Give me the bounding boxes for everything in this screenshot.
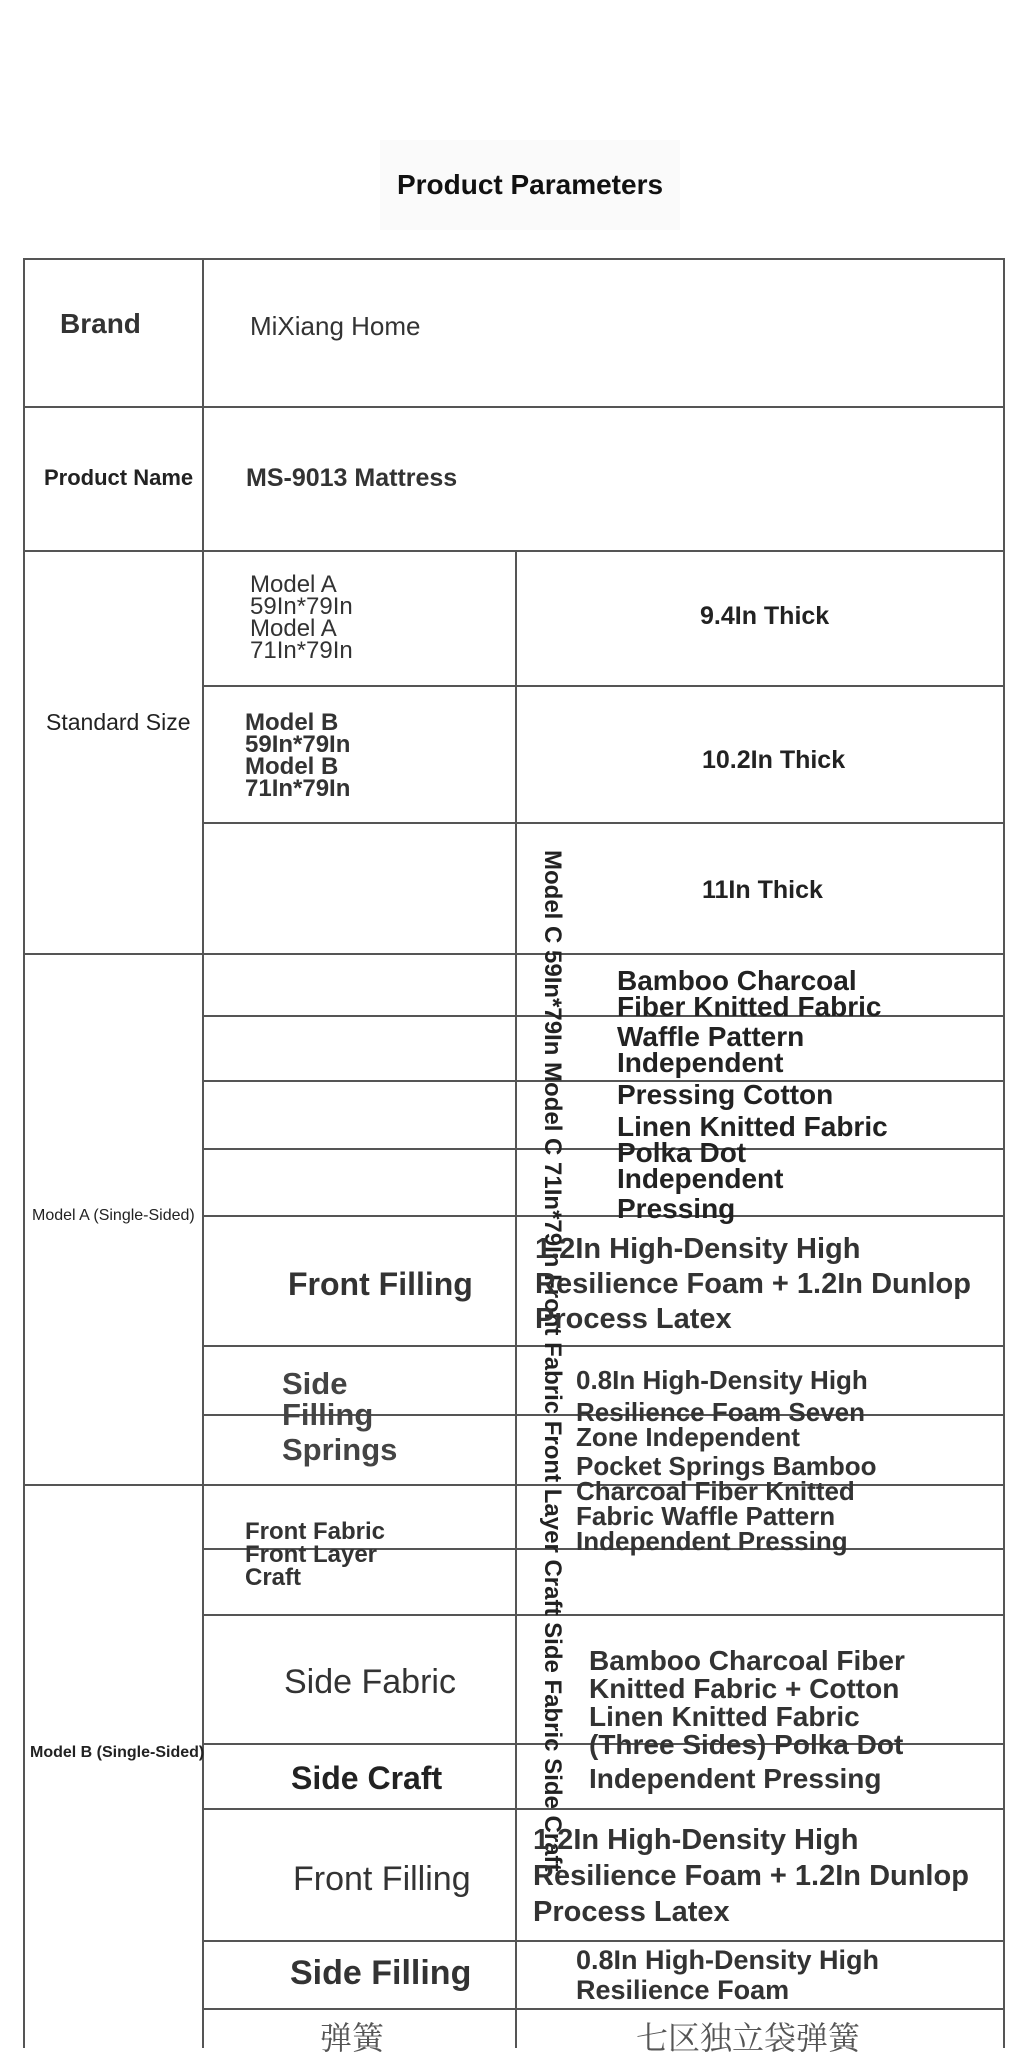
springs-label: 弹簧 [320, 2019, 385, 2057]
standard-size-label: Standard Size [46, 709, 191, 735]
brand-label: Brand [60, 308, 141, 339]
front-filling-label: Front Filling [288, 1266, 473, 1302]
value-line: Resilience Foam [576, 1975, 790, 2005]
value-line: 0.8In High-Density High [576, 1365, 868, 1395]
size-line: 71In*79In [250, 637, 353, 664]
value-line: 1.2In High-Density High [535, 1233, 861, 1265]
value-line: Fabric Waffle Pattern [576, 1501, 836, 1531]
model-b-thickness: 10.2In Thick [702, 746, 846, 774]
size-line: Model A [250, 615, 337, 642]
value-line: Resilience Foam Seven [576, 1397, 866, 1427]
model-b-sizes [245, 709, 351, 802]
label-line: Front Fabric [245, 1518, 386, 1545]
side-fabric-label: Side Fabric [284, 1663, 456, 1701]
model-c-thickness: 11In Thick [702, 876, 823, 904]
value-line: Independent Pressing [589, 1763, 882, 1794]
front-filling-value [535, 1232, 971, 1337]
label-line: Side [282, 1366, 348, 1401]
front-filling-b-value [533, 1822, 969, 1930]
size-line: 59In*79In [245, 731, 351, 758]
model-b-label: Model B (Single-Sided) [30, 1744, 205, 1761]
fabric-line: Bamboo Charcoal [617, 965, 857, 996]
size-line: 71In*79In [245, 775, 351, 802]
fabric-line: Linen Knitted Fabric [617, 1111, 888, 1142]
fabric-line: Fiber Knitted Fabric [617, 991, 882, 1022]
size-line: Model B [245, 753, 339, 780]
size-line: Model B [245, 709, 339, 736]
size-line: 59In*79In [250, 593, 353, 620]
value-line: Linen Knitted Fabric [589, 1701, 860, 1732]
fabric-line: Pressing [617, 1193, 736, 1224]
side-filling-value [576, 1365, 877, 1556]
label-line: Springs [282, 1432, 398, 1467]
model-a-fabric-text [617, 965, 888, 1224]
page-title: Product Parameters [380, 140, 680, 230]
side-filling-b-value [576, 1945, 879, 2005]
value-line: Resilience Foam + 1.2In Dunlop [535, 1268, 971, 1300]
value-line: Independent Pressing [576, 1526, 848, 1556]
product-name-value: MS-9013 Mattress [246, 464, 458, 492]
side-craft-label: Side Craft [291, 1760, 443, 1796]
size-line: Model A [250, 571, 337, 598]
label-line: Front Layer [245, 1541, 378, 1568]
fabric-line: Independent [617, 1047, 784, 1078]
side-filling-b-label: Side Filling [290, 1954, 472, 1992]
brand-value: MiXiang Home [250, 311, 421, 341]
value-line: Process Latex [535, 1303, 732, 1335]
value-line: Resilience Foam + 1.2In Dunlop [533, 1860, 969, 1892]
value-line: Knitted Fabric + Cotton [589, 1673, 900, 1704]
front-fabric-craft-label [245, 1520, 385, 1589]
fabric-line: Pressing Cotton [617, 1079, 834, 1110]
springs-value: 七区独立袋弹簧 [636, 2019, 861, 2057]
front-filling-b-label: Front Filling [293, 1860, 471, 1898]
fabric-line: Independent [617, 1163, 784, 1194]
value-line: (Three Sides) Polka Dot [589, 1729, 904, 1760]
model-a-label: Model A (Single-Sided) [32, 1207, 195, 1224]
value-line: Bamboo Charcoal Fiber [589, 1645, 905, 1676]
label-line: Filling [282, 1397, 374, 1432]
model-a-thickness: 9.4In Thick [700, 602, 830, 630]
value-line: Pocket Springs Bamboo [576, 1451, 877, 1481]
value-line: Process Latex [533, 1896, 730, 1928]
vertical-overlay-text: Model C 59In*79In Model C 71In*79In Front Fabric Front Layer Craft Side Fabric Side Craft [539, 850, 566, 1872]
value-line: Charcoal Fiber Knitted [576, 1476, 855, 1506]
side-filling-springs-label [282, 1368, 397, 1465]
model-a-sizes [250, 571, 353, 664]
fabric-line: Polka Dot [617, 1137, 747, 1168]
value-line: 1.2In High-Density High [533, 1824, 859, 1856]
label-line: Craft [245, 1564, 302, 1591]
value-line: Zone Independent [576, 1422, 800, 1452]
product-name-label: Product Name [44, 465, 194, 490]
value-line: 0.8In High-Density High [576, 1945, 880, 1975]
fabric-line: Waffle Pattern [617, 1021, 805, 1052]
side-fabric-value [589, 1647, 905, 1793]
